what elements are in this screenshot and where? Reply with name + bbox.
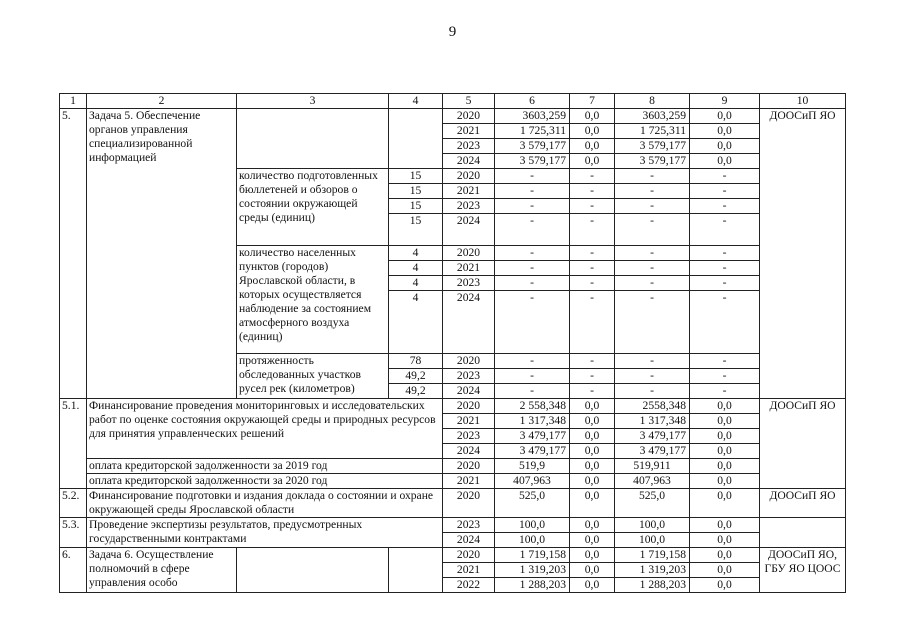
executor-cell: ДООСиП ЯО <box>760 489 846 518</box>
year-cell: 2021 <box>443 184 495 199</box>
year-cell: 2021 <box>443 563 495 578</box>
value-cell: 0,0 <box>690 563 760 578</box>
year-cell: 2024 <box>443 384 495 399</box>
value-cell: - <box>495 369 570 384</box>
indicator-value: 49,2 <box>389 384 443 399</box>
budget-table <box>59 93 846 593</box>
indicator-value: 4 <box>389 291 443 354</box>
year-cell: 2024 <box>443 214 495 246</box>
col-header: 5 <box>443 94 495 109</box>
indicator-value: 4 <box>389 276 443 291</box>
value-cell: - <box>570 261 615 276</box>
indicator-value <box>389 109 443 169</box>
value-cell: 1 288,203 <box>615 578 690 593</box>
year-cell: 2020 <box>443 246 495 261</box>
value-cell: - <box>690 276 760 291</box>
page-number: 9 <box>448 24 457 40</box>
value-cell: - <box>690 199 760 214</box>
value-cell: - <box>615 169 690 184</box>
indicator-cell <box>237 109 389 169</box>
table-row <box>60 518 846 533</box>
value-cell: - <box>690 184 760 199</box>
indicator-value: 15 <box>389 169 443 184</box>
col-header: 10 <box>760 94 846 109</box>
table-row <box>60 399 846 414</box>
indicator-value: 15 <box>389 184 443 199</box>
value-cell: - <box>495 291 570 354</box>
value-cell: 0,0 <box>570 124 615 139</box>
year-cell: 2020 <box>443 399 495 414</box>
value-cell: 0,0 <box>570 474 615 489</box>
year-cell: 2021 <box>443 124 495 139</box>
value-cell: 100,0 <box>495 533 570 548</box>
executor-cell: ДООСиП ЯО <box>760 109 846 399</box>
value-cell: 0,0 <box>690 414 760 429</box>
year-cell: 2020 <box>443 169 495 184</box>
year-cell: 2024 <box>443 291 495 354</box>
value-cell: 3 579,177 <box>495 154 570 169</box>
task-name: Задача 6. Осуществление полномочий в сфере управления особо <box>87 548 237 593</box>
value-cell: 0,0 <box>690 124 760 139</box>
value-cell: - <box>570 354 615 369</box>
value-cell: - <box>690 261 760 276</box>
col-header: 1 <box>60 94 87 109</box>
value-cell: 407,963 <box>495 474 570 489</box>
value-cell: - <box>495 169 570 184</box>
col-header: 6 <box>495 94 570 109</box>
indicator-value <box>389 548 443 593</box>
value-cell: 0,0 <box>690 429 760 444</box>
table-row <box>60 548 846 563</box>
value-cell: 0,0 <box>690 399 760 414</box>
value-cell: 3 479,177 <box>615 444 690 459</box>
value-cell: 3603,259 <box>615 109 690 124</box>
value-cell: 519,9 <box>495 459 570 474</box>
row-number: 5.1. <box>60 399 87 489</box>
year-cell: 2021 <box>443 474 495 489</box>
year-cell: 2023 <box>443 139 495 154</box>
table-row <box>60 109 846 124</box>
value-cell: 0,0 <box>570 429 615 444</box>
value-cell: 0,0 <box>570 399 615 414</box>
value-cell: 3 579,177 <box>615 139 690 154</box>
year-cell: 2023 <box>443 199 495 214</box>
indicator-value: 78 <box>389 354 443 369</box>
value-cell: 1 319,203 <box>615 563 690 578</box>
value-cell: 100,0 <box>615 518 690 533</box>
value-cell: - <box>690 384 760 399</box>
value-cell: - <box>615 199 690 214</box>
value-cell: 1 719,158 <box>495 548 570 563</box>
value-cell: - <box>495 214 570 246</box>
value-cell: - <box>495 354 570 369</box>
indicator-value: 4 <box>389 261 443 276</box>
year-cell: 2020 <box>443 354 495 369</box>
year-cell: 2023 <box>443 429 495 444</box>
value-cell: 0,0 <box>570 533 615 548</box>
value-cell: 3603,259 <box>495 109 570 124</box>
value-cell: - <box>570 291 615 354</box>
value-cell: - <box>690 291 760 354</box>
indicator-value: 15 <box>389 214 443 246</box>
year-cell: 2024 <box>443 533 495 548</box>
year-cell: 2020 <box>443 459 495 474</box>
value-cell: - <box>495 184 570 199</box>
indicator-value: 4 <box>389 246 443 261</box>
task-name: Финансирование проведения мониторинговых и исследовательских работ по оценке состояния окружающей среды и природных ресурсов для принятия управленческих решений <box>87 399 443 459</box>
value-cell: - <box>615 384 690 399</box>
value-cell: - <box>570 369 615 384</box>
executor-cell: ДООСиП ЯО, ГБУ ЯО ЦООС <box>760 548 846 593</box>
value-cell: 0,0 <box>690 444 760 459</box>
value-cell: 407,963 <box>615 474 690 489</box>
value-cell: - <box>690 246 760 261</box>
task-name: Задача 5. Обеспечение органов управления специализированной информацией <box>87 109 237 399</box>
value-cell: 0,0 <box>570 139 615 154</box>
table-row <box>60 474 846 489</box>
value-cell: 100,0 <box>495 518 570 533</box>
value-cell: - <box>690 169 760 184</box>
value-cell: 0,0 <box>690 548 760 563</box>
value-cell: 0,0 <box>690 578 760 593</box>
value-cell: 1 288,203 <box>495 578 570 593</box>
value-cell: - <box>615 184 690 199</box>
value-cell: 519,911 <box>615 459 690 474</box>
value-cell: - <box>570 199 615 214</box>
value-cell: 0,0 <box>570 518 615 533</box>
indicator-name: количество подготовленных бюллетеней и обзоров о состоянии окружающей среды (единиц) <box>237 169 389 246</box>
value-cell: - <box>495 276 570 291</box>
value-cell: - <box>495 261 570 276</box>
value-cell: 0,0 <box>570 154 615 169</box>
value-cell: - <box>690 369 760 384</box>
value-cell: 0,0 <box>570 578 615 593</box>
task-name: Проведение экспертизы результатов, предусмотренных государственными контрактами <box>87 518 443 548</box>
year-cell: 2022 <box>443 578 495 593</box>
year-cell: 2021 <box>443 414 495 429</box>
value-cell: 0,0 <box>690 474 760 489</box>
value-cell: 0,0 <box>570 459 615 474</box>
value-cell: - <box>690 214 760 246</box>
value-cell: 0,0 <box>690 459 760 474</box>
indicator-cell <box>237 548 389 593</box>
value-cell: 0,0 <box>690 489 760 518</box>
value-cell: 1 725,311 <box>615 124 690 139</box>
value-cell: 0,0 <box>690 139 760 154</box>
value-cell: - <box>570 184 615 199</box>
value-cell: 1 725,311 <box>495 124 570 139</box>
value-cell: - <box>615 369 690 384</box>
value-cell: 3 579,177 <box>615 154 690 169</box>
year-cell: 2024 <box>443 154 495 169</box>
year-cell: 2023 <box>443 369 495 384</box>
row-number: 5. <box>60 109 87 399</box>
value-cell: 3 579,177 <box>495 139 570 154</box>
value-cell: - <box>495 199 570 214</box>
col-header: 4 <box>389 94 443 109</box>
value-cell: 2 558,348 <box>495 399 570 414</box>
executor-cell <box>760 518 846 548</box>
value-cell: 0,0 <box>570 414 615 429</box>
value-cell: 525,0 <box>615 489 690 518</box>
year-cell: 2020 <box>443 548 495 563</box>
value-cell: 3 479,177 <box>495 429 570 444</box>
header-row <box>60 94 846 109</box>
indicator-name: протяженность обследованных участков русел рек (километров) <box>237 354 389 399</box>
value-cell: 3 479,177 <box>615 429 690 444</box>
value-cell: 100,0 <box>615 533 690 548</box>
col-header: 2 <box>87 94 237 109</box>
value-cell: 0,0 <box>570 489 615 518</box>
value-cell: 0,0 <box>690 533 760 548</box>
value-cell: 1 319,203 <box>495 563 570 578</box>
year-cell: 2024 <box>443 444 495 459</box>
row-number: 6. <box>60 548 87 593</box>
debt-label: оплата кредиторской задолженности за 2020 год <box>87 474 443 489</box>
row-number: 5.2. <box>60 489 87 518</box>
value-cell: 1 317,348 <box>495 414 570 429</box>
row-number: 5.3. <box>60 518 87 548</box>
value-cell: 1 719,158 <box>615 548 690 563</box>
value-cell: - <box>570 276 615 291</box>
debt-label: оплата кредиторской задолженности за 2019 год <box>87 459 443 474</box>
col-header: 3 <box>237 94 389 109</box>
table-row <box>60 489 846 518</box>
value-cell: 1 317,348 <box>615 414 690 429</box>
value-cell: - <box>615 276 690 291</box>
value-cell: - <box>615 291 690 354</box>
year-cell: 2020 <box>443 489 495 518</box>
value-cell: 0,0 <box>570 548 615 563</box>
value-cell: - <box>615 214 690 246</box>
indicator-name: количество населенных пунктов (городов) Ярославской области, в которых осуществляется наблюдение за состоянием атмосферного воздуха (единиц) <box>237 246 389 354</box>
value-cell: 0,0 <box>690 109 760 124</box>
value-cell: 0,0 <box>570 563 615 578</box>
value-cell: - <box>690 354 760 369</box>
col-header: 7 <box>570 94 615 109</box>
value-cell: - <box>570 214 615 246</box>
value-cell: - <box>570 169 615 184</box>
col-header: 8 <box>615 94 690 109</box>
value-cell: 2558,348 <box>615 399 690 414</box>
value-cell: 0,0 <box>570 109 615 124</box>
value-cell: - <box>570 384 615 399</box>
executor-cell: ДООСиП ЯО <box>760 399 846 489</box>
table-row <box>60 459 846 474</box>
value-cell: - <box>495 384 570 399</box>
year-cell: 2023 <box>443 518 495 533</box>
value-cell: - <box>570 246 615 261</box>
value-cell: 0,0 <box>690 518 760 533</box>
value-cell: 0,0 <box>690 154 760 169</box>
indicator-value: 49,2 <box>389 369 443 384</box>
indicator-value: 15 <box>389 199 443 214</box>
year-cell: 2023 <box>443 276 495 291</box>
value-cell: 525,0 <box>495 489 570 518</box>
value-cell: 0,0 <box>570 444 615 459</box>
value-cell: 3 479,177 <box>495 444 570 459</box>
value-cell: - <box>495 246 570 261</box>
year-cell: 2021 <box>443 261 495 276</box>
value-cell: - <box>615 246 690 261</box>
value-cell: - <box>615 261 690 276</box>
col-header: 9 <box>690 94 760 109</box>
task-name: Финансирование подготовки и издания доклада о состоянии и охране окружающей среды Ярославской области <box>87 489 443 518</box>
value-cell: - <box>615 354 690 369</box>
year-cell: 2020 <box>443 109 495 124</box>
